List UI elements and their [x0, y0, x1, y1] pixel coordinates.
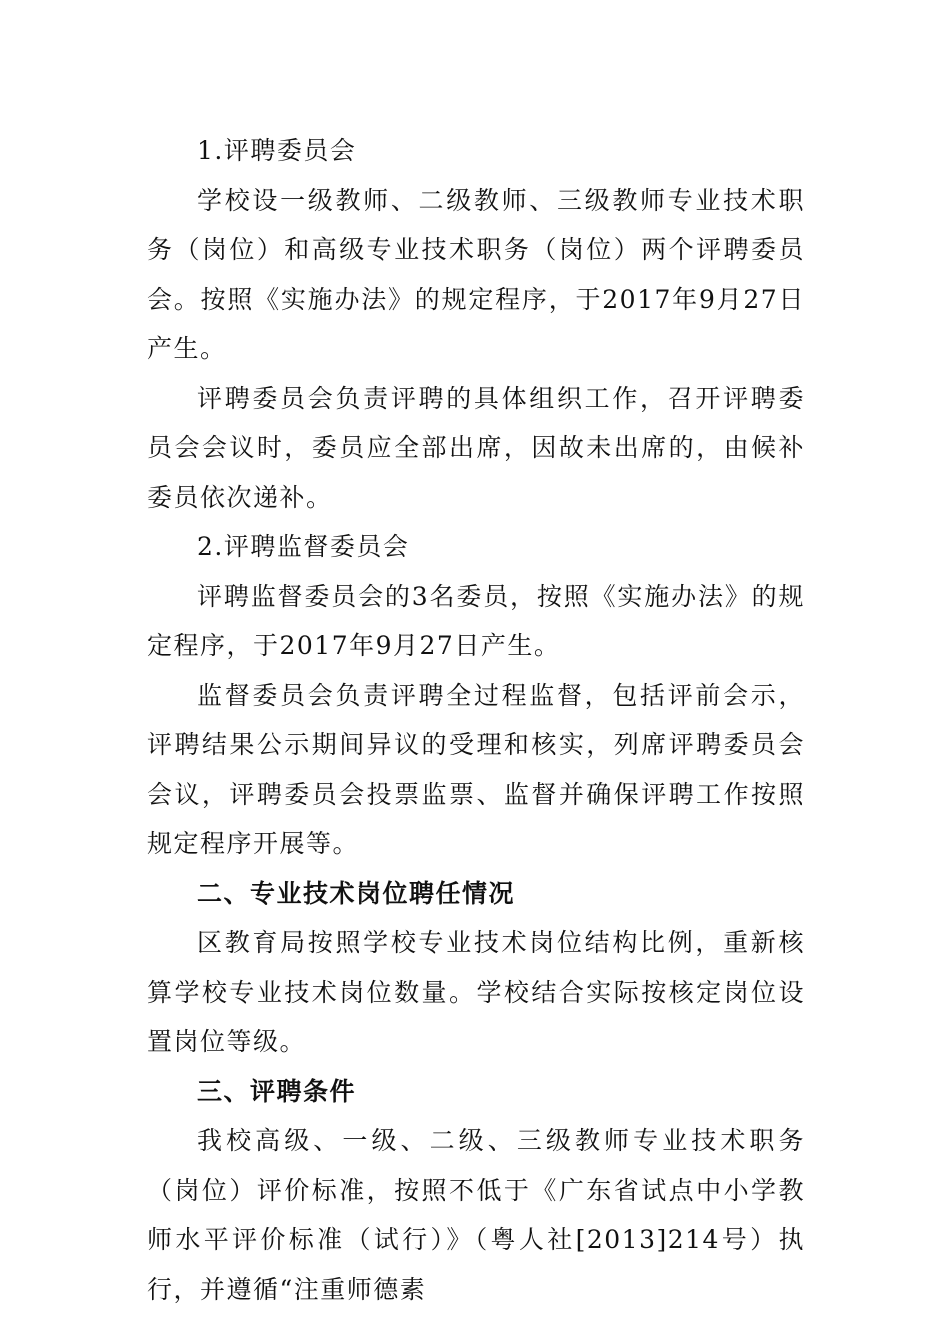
document-body [147, 126, 805, 1314]
paragraph-evaluation-conditions: 我校高级、一级、二级、三级教师专业技术职务（岗位）评价标准，按照不低于《广东省试点中小学教师水平评价标准（试行）》（粤人社[2013]214号）执行，并遵循“注重师德素 [147, 1126, 805, 1304]
paragraph-post-appointment: 区教育局按照学校专业技术岗位结构比例，重新核算学校专业技术岗位数量。学校结合实际按核定岗位设置岗位等级。 [147, 928, 805, 1056]
heading-evaluation-conditions: 三、评聘条件 [197, 1076, 357, 1106]
paragraph-supervision-members: 评聘监督委员会的3名委员，按照《实施办法》的规定程序，于2017年9月27日产生。 [147, 581, 805, 660]
subheading-evaluation-committee: 1.评聘委员会 [197, 136, 357, 165]
heading-post-appointment: 二、专业技术岗位聘任情况 [197, 878, 516, 908]
paragraph-committee-setup: 学校设一级教师、二级教师、三级教师专业技术职务（岗位）和高级专业技术职务（岗位）两个评聘委员会。按照《实施办法》的规定程序，于2017年9月27日产生。 [147, 185, 805, 363]
subheading-supervision-committee: 2.评聘监督委员会 [197, 532, 410, 561]
paragraph-committee-duties: 评聘委员会负责评聘的具体组织工作，召开评聘委员会会议时，委员应全部出席，因故未出席的，由候补委员依次递补。 [147, 383, 805, 512]
paragraph-supervision-duties: 监督委员会负责评聘全过程监督，包括评前会示，评聘结果公示期间异议的受理和核实，列席评聘委员会会议，评聘委员会投票监票、监督并确保评聘工作按照规定程序开展等。 [147, 680, 805, 858]
